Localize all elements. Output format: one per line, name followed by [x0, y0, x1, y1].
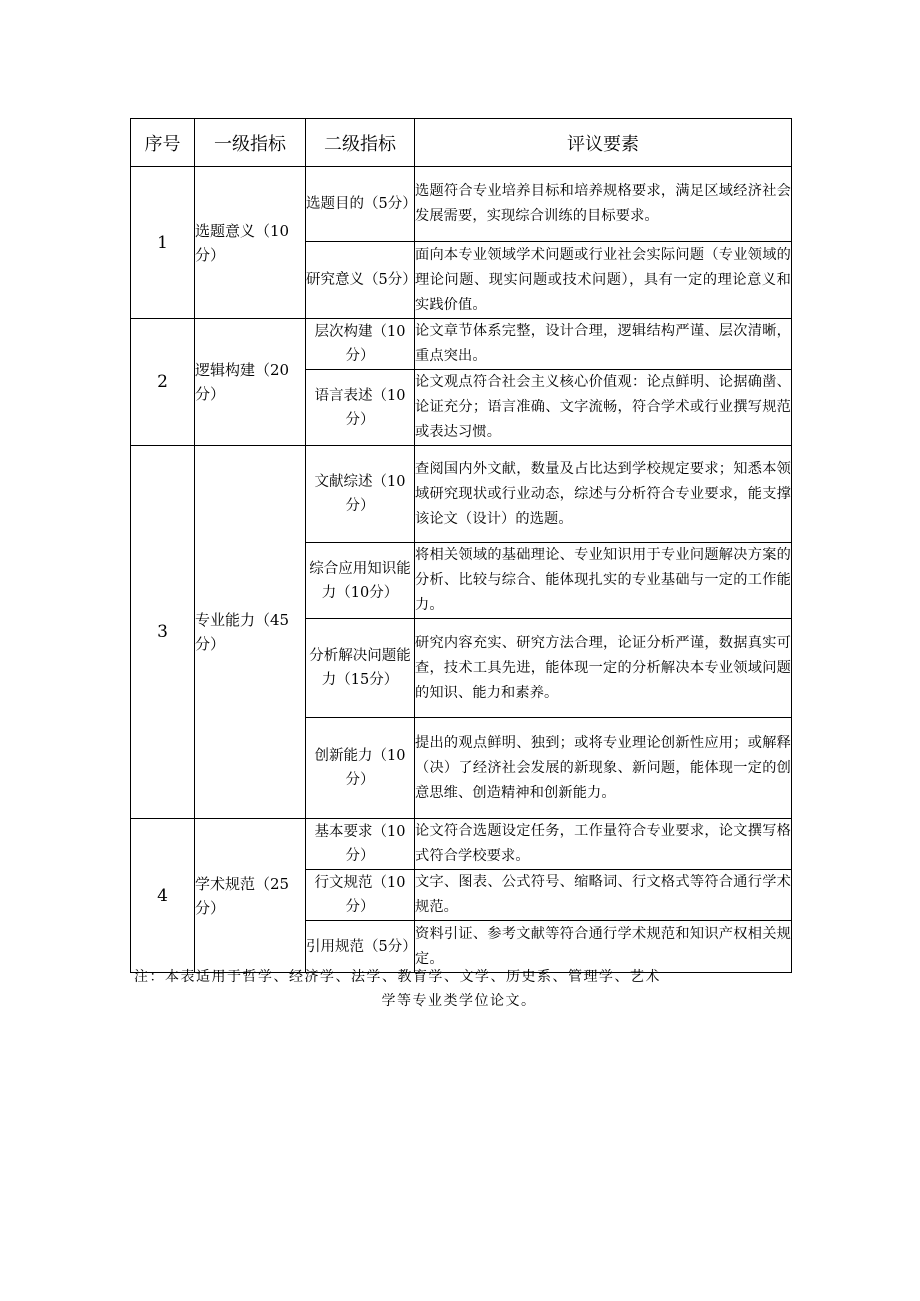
level2-indicator: 综合应用知识能力（10分） [306, 543, 415, 619]
footnote-line-2: 学等专业类学位论文。 [381, 993, 537, 1009]
table-row [131, 446, 792, 543]
group-seq: 2 [131, 319, 195, 446]
requirement-text: 提出的观点鲜明、独到；或将专业理论创新性应用；或解释（决）了经济社会发展的新现象、新问题，能体现一定的创意思维、创造精神和创新能力。 [415, 718, 792, 819]
table-footnote [134, 965, 724, 1013]
group-seq: 4 [131, 819, 195, 973]
evaluation-table [130, 118, 792, 973]
header-row [131, 119, 792, 167]
level2-indicator: 文献综述（10分） [306, 446, 415, 543]
requirement-text: 研究内容充实、研究方法合理，论证分析严谨，数据真实可查，技术工具先进，能体现一定的分析解决本专业领域问题的知识、能力和素养。 [415, 619, 792, 718]
level2-indicator: 研究意义（5分） [306, 242, 415, 319]
level2-indicator: 语言表述（10分） [306, 370, 415, 446]
level1-indicator: 学术规范（25分） [195, 819, 306, 973]
requirement-text: 论文符合选题设定任务，工作量符合专业要求，论文撰写格式符合学校要求。 [415, 819, 792, 870]
level2-indicator: 行文规范（10分） [306, 870, 415, 921]
group-seq: 3 [131, 446, 195, 819]
requirement-text: 选题符合专业培养目标和培养规格要求，满足区域经济社会发展需要，实现综合训练的目标要求。 [415, 167, 792, 242]
header-level2: 二级指标 [306, 119, 415, 167]
header-requirements: 评议要素 [415, 119, 792, 167]
table-row [131, 819, 792, 870]
requirement-text: 资料引证、参考文献等符合通行学术规范和知识产权相关规定。 [415, 921, 792, 973]
level1-indicator: 专业能力（45分） [195, 446, 306, 819]
footnote-line-1: 注：本表适用于哲学、经济学、法学、教育学、文学、历史系、管理学、艺术 [134, 969, 661, 985]
level1-indicator: 逻辑构建（20分） [195, 319, 306, 446]
table-row [131, 319, 792, 370]
header-seq: 序号 [131, 119, 195, 167]
requirement-text: 文字、图表、公式符号、缩略词、行文格式等符合通行学术规范。 [415, 870, 792, 921]
level2-indicator: 分析解决问题能力（15分） [306, 619, 415, 718]
level2-indicator: 选题目的（5分） [306, 167, 415, 242]
requirement-text: 论文章节体系完整，设计合理，逻辑结构严谨、层次清晰，重点突出。 [415, 319, 792, 370]
level2-indicator: 创新能力（10分） [306, 718, 415, 819]
level2-indicator: 层次构建（10分） [306, 319, 415, 370]
requirement-text: 查阅国内外文献，数量及占比达到学校规定要求；知悉本领域研究现状或行业动态，综述与分析符合专业要求，能支撑该论文（设计）的选题。 [415, 446, 792, 543]
level1-indicator: 选题意义（10分） [195, 167, 306, 319]
group-seq: 1 [131, 167, 195, 319]
level2-indicator: 基本要求（10分） [306, 819, 415, 870]
requirement-text: 将相关领域的基础理论、专业知识用于专业问题解决方案的分析、比较与综合、能体现扎实的专业基础与一定的工作能力。 [415, 543, 792, 619]
level2-indicator: 引用规范（5分） [306, 921, 415, 973]
requirement-text: 论文观点符合社会主义核心价值观：论点鲜明、论据确凿、论证充分；语言准确、文字流畅，符合学术或行业撰写规范或表达习惯。 [415, 370, 792, 446]
table-row [131, 167, 792, 242]
header-level1: 一级指标 [195, 119, 306, 167]
requirement-text: 面向本专业领域学术问题或行业社会实际问题（专业领域的理论问题、现实问题或技术问题），具有一定的理论意义和实践价值。 [415, 242, 792, 319]
